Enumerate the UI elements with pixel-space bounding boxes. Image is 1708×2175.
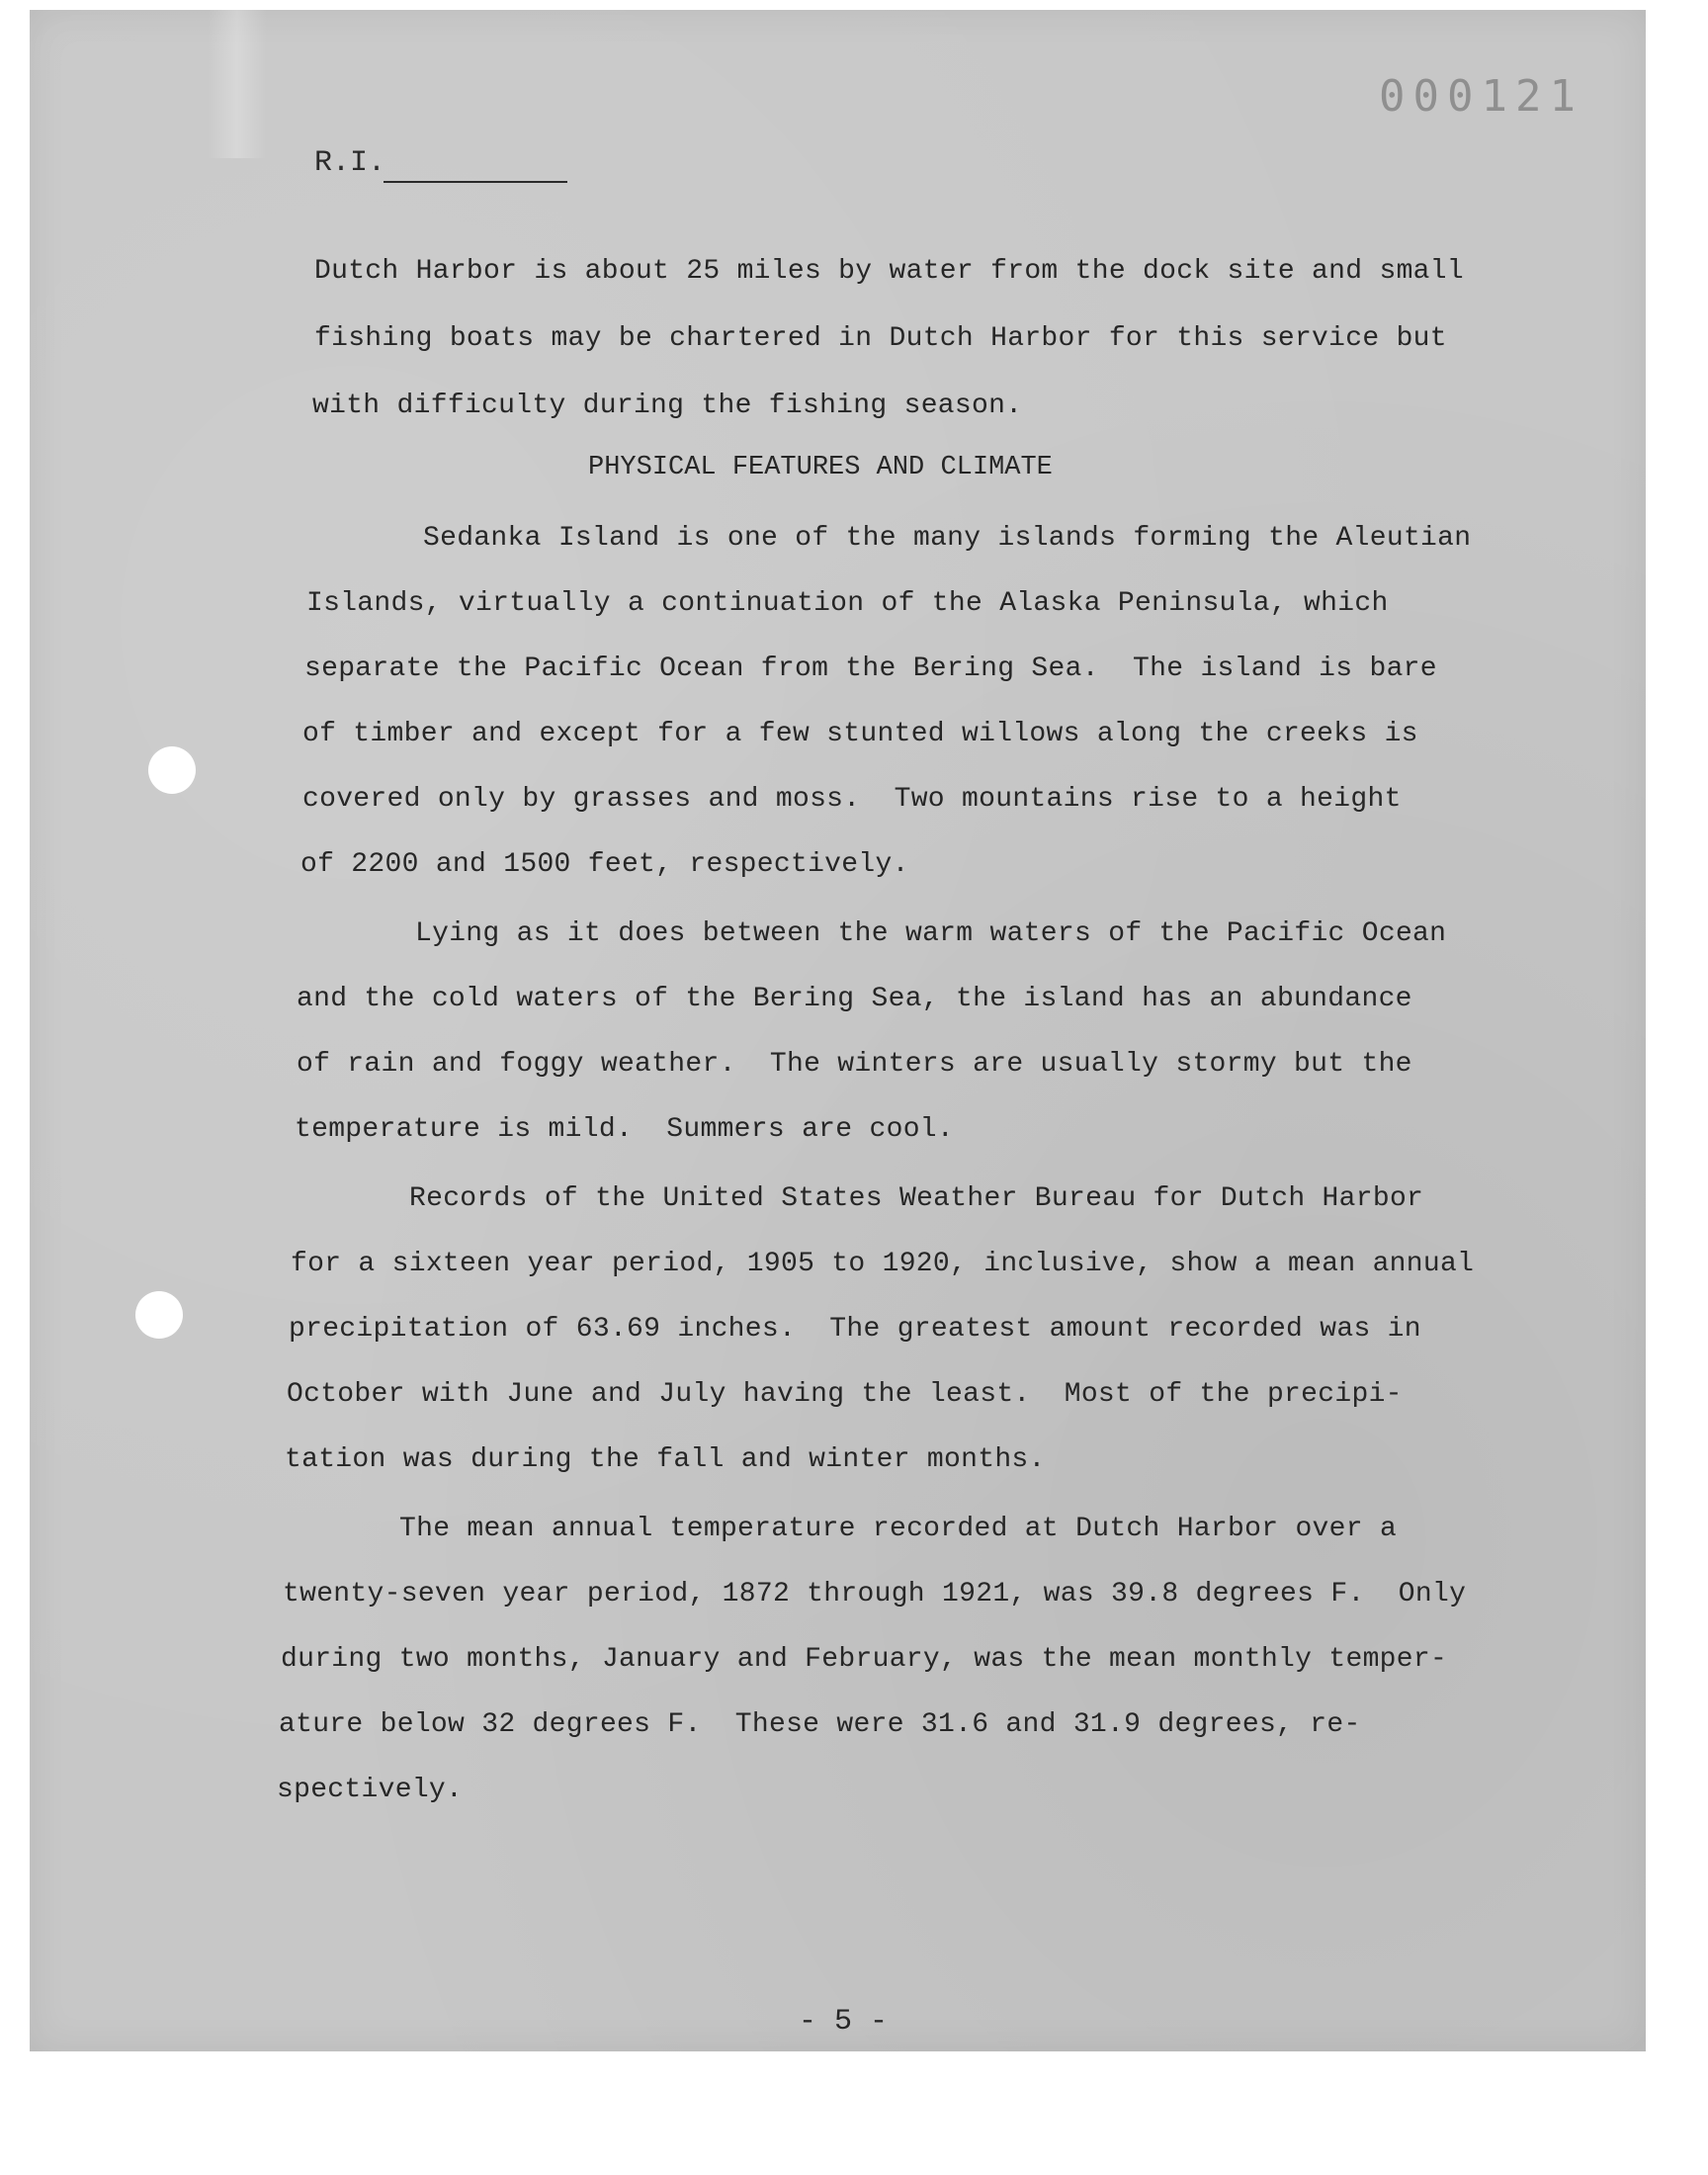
paragraph1-line-4: of timber and except for a few stunted willows along the creeks is [302, 719, 1418, 749]
ri-label: R.I. [314, 146, 386, 180]
paragraph4-line-3: during two months, January and February, was the mean monthly temper- [281, 1644, 1448, 1675]
paragraph2-line-2: and the cold waters of the Bering Sea, the island has an abundance [297, 984, 1412, 1014]
document-page [30, 10, 1646, 2051]
paper-crease [208, 10, 267, 158]
page-number: - 5 - [799, 2005, 889, 2039]
punch-hole-top [148, 746, 196, 794]
paragraph3-line-3: precipitation of 63.69 inches. The greatest amount recorded was in [289, 1314, 1421, 1345]
paragraph2-line-1: Lying as it does between the warm waters of the Pacific Ocean [415, 918, 1447, 949]
intro-line-1: Dutch Harbor is about 25 miles by water from the dock site and small [314, 256, 1464, 287]
paragraph1-line-1: Sedanka Island is one of the many islands forming the Aleutian [423, 523, 1472, 554]
paragraph2-line-3: of rain and foggy weather. The winters are usually stormy but the [297, 1049, 1412, 1080]
document-stamp-number: 000121 [1379, 71, 1583, 122]
intro-line-2: fishing boats may be chartered in Dutch Harbor for this service but [314, 323, 1447, 354]
paragraph2-line-4: temperature is mild. Summers are cool. [295, 1114, 955, 1145]
paragraph4-line-5: spectively. [277, 1775, 464, 1805]
paragraph4-line-4: ature below 32 degrees F. These were 31.6 and 31.9 degrees, re- [279, 1709, 1361, 1740]
intro-line-3: with difficulty during the fishing season. [312, 391, 1023, 421]
paragraph3-line-2: for a sixteen year period, 1905 to 1920, inclusive, show a mean annual [291, 1249, 1475, 1279]
paragraph4-line-2: twenty-seven year period, 1872 through 1921, was 39.8 degrees F. Only [283, 1579, 1467, 1610]
paragraph3-line-4: October with June and July having the least. Most of the precipi- [287, 1379, 1403, 1410]
paragraph1-line-3: separate the Pacific Ocean from the Bering Sea. The island is bare [304, 653, 1437, 684]
paragraph1-line-2: Islands, virtually a continuation of the Alaska Peninsula, which [306, 588, 1389, 619]
paragraph3-line-5: tation was during the fall and winter months. [285, 1444, 1046, 1475]
paragraph4-line-1: The mean annual temperature recorded at Dutch Harbor over a [399, 1514, 1398, 1544]
paragraph1-line-5: covered only by grasses and moss. Two mountains rise to a height [302, 784, 1402, 815]
ri-blank-line [384, 181, 567, 183]
paragraph1-line-6: of 2200 and 1500 feet, respectively. [300, 849, 909, 880]
punch-hole-bottom [135, 1291, 183, 1339]
paragraph3-line-1: Records of the United States Weather Bureau for Dutch Harbor [409, 1183, 1424, 1214]
section-heading: PHYSICAL FEATURES AND CLIMATE [588, 453, 1053, 482]
